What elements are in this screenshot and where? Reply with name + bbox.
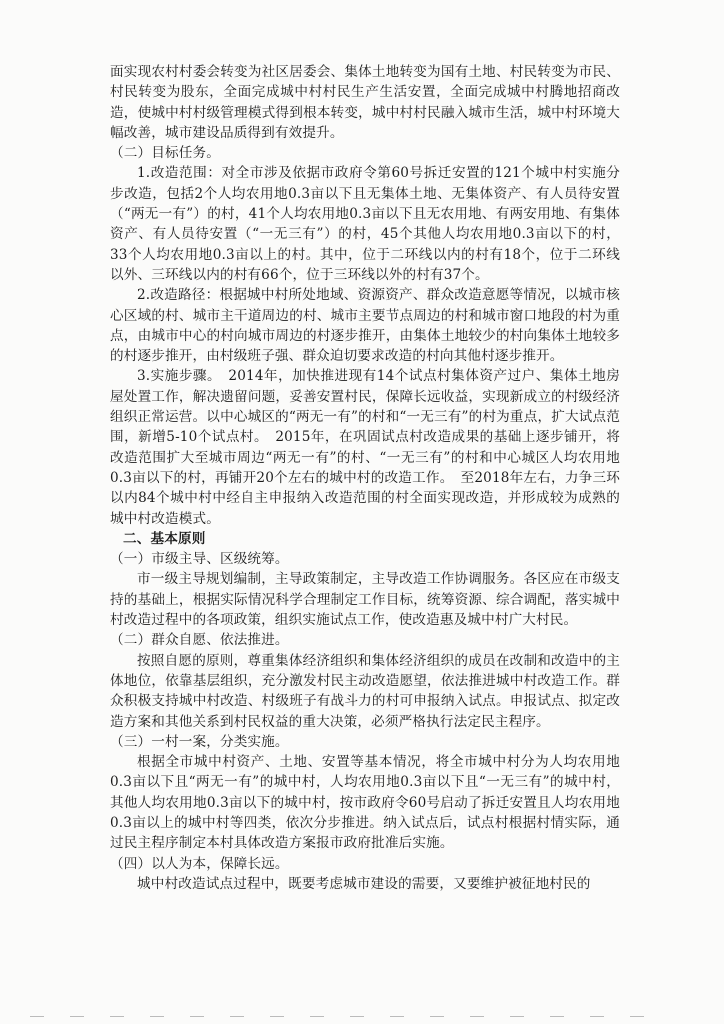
paragraph-intro: 面实现农村村委会转变为社区居委会、集体土地转变为国有土地、村民转变为市民、村民转变为股东，全面完成城中村村民生产生活安置，全面完成城中村腾地招商改造，使城中村村级管理模式得到根本转变，城中村村民融入城市生活，城中村环境大幅改善，城市建设品质得到有效提升。 [110, 64, 620, 141]
subheading-city-led: （一）市级主导、区级统筹。 [110, 551, 289, 568]
paragraph-one-village-one-plan: 根据全市城中村资产、土地、安置等基本情况，将全市城中村分为人均农用地0.3亩以下且“两无一有”的城中村，人均农用地0.3亩以下且“一无三有”的城中村，其他人均农用地0.3亩以下的城中村，按市政府令60号启动了拆迁安置且人均农用地0.3亩以上的城中村等四类，依次分步推进。纳入试点后，试点村根据村情实际，通过民主程序制定本村具体改造方案报市政府批准后实施。 [110, 754, 620, 852]
paragraph-path: 2.改造路径：根据城中村所处地域、资源资产、群众改造意愿等情况，以城市核心区域的村、城市主干道周边的村、城市主要节点周边的村和城市窗口地段的村为重点，由城市中心的村向城市周边的村逐步推开，由集体土地较少的村向集体土地较多的村逐步推开，由村级班子强、群众迫切要求改造的村向其他村逐步推开。 [110, 287, 620, 365]
paragraph-scope: 1.改造范围：对全市涉及依据市政府令第60号拆迁安置的121个城中村实施分步改造，包括2个人均农用地0.3亩以下且无集体土地、无集体资产、有人员待安置（“两无一有”）的村，41个人均农用地0.3亩以下且无农用地、有两安用地、有集体资产、有人员待安置（“一无三有”）的村，45个其他人均农用地0.3亩以下的村，33个人均农用地0.3亩以上的村。其中，位于二环线以内的村有18个，位于二环线以外、三环线以内的村有66个，位于三环线以外的村有37个。 [110, 165, 620, 283]
subheading-one-village-one-plan: （三）一村一案，分类实施。 [110, 733, 289, 750]
section-heading-targets: （二）目标任务。 [110, 145, 220, 162]
section-heading-principles: 二、基本原则 [123, 530, 206, 547]
paragraph-steps: 3.实施步骤。 2014年，加快推进现有14个试点村集体资产过户、集体土地房屋处置工作，解决遗留问题，妥善安置村民，保障长远收益，实现新成立的村级经济组织正常运营。以中心城区的“两无一有”的村和“一无三有”的村为重点，扩大试点范围，新增5-10个试点村。 2015年，在巩固试点村改造成果的基础上逐步铺开，将改造范围扩大至城市周边“两无一有”的村、“一无三有”的村和中心城区人均农用地0.3亩以下的村，再铺开20个左右的城中村的改造工作。 至2018年左右，力争三环以内84个城中村中经自主申报纳入改造范围的村全面实现改造，并形成较为成熟的城中村改造模式。 [110, 368, 620, 527]
subheading-people-oriented: （四）以人为本，保障长远。 [110, 855, 289, 872]
paragraph-voluntary: 按照自愿的原则，尊重集体经济组织和集体经济组织的成员在改制和改造中的主体地位，依靠基层组织，充分激发村民主动改造愿望，依法推进城中村改造工作。群众积极支持城中村改造、村级班子有战斗力的村可申报纳入试点。申报试点、拟定改造方案和其他关系到村民权益的重大决策，必须严格执行法定民主程序。 [110, 652, 620, 730]
paragraph-people-oriented: 城中村改造试点过程中，既要考虑城市建设的需要，又要维护被征地村民的 [137, 875, 591, 892]
document-body [110, 62, 620, 894]
paragraph-city-led: 市一级主导规划编制，主导政策制定，主导改造工作协调服务。各区应在市级支持的基础上，根据实际情况科学合理制定工作目标，统筹资源、综合调配，落实城中村改造过程中的各项政策，组织实施试点工作，使改造惠及城中村广大村民。 [110, 571, 620, 629]
subheading-voluntary: （二）群众自愿、依法推进。 [110, 632, 289, 649]
scan-artifact-line [30, 1016, 670, 1017]
